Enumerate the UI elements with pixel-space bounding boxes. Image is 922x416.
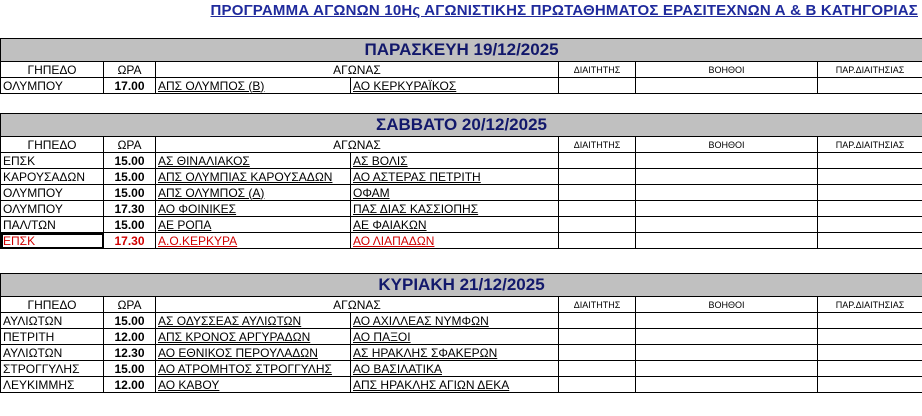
day-section — [0, 273, 922, 393]
game-row — [1, 185, 922, 201]
day-heading: ΠΑΡΑΣΚΕΥΗ 19/12/2025 — [1, 39, 922, 62]
header-field[interactable]: ΓΗΠΕΔΟ — [1, 62, 104, 78]
field-cell[interactable]: ΑΥΛΙΩΤΩΝ — [1, 313, 104, 329]
home-team-cell[interactable]: ΑΕ ΡΟΠΑ — [156, 217, 351, 233]
assistants-cell[interactable] — [636, 361, 818, 377]
home-team-cell[interactable]: ΑΠΣ ΚΡΟΝΟΣ ΑΡΓΥΡΑΔΩΝ — [156, 329, 351, 345]
day-section — [0, 38, 922, 94]
time-cell[interactable]: 12.30 — [104, 345, 156, 361]
header-field[interactable]: ΓΗΠΕΔΟ — [1, 297, 104, 313]
assistants-cell[interactable] — [636, 313, 818, 329]
assistants-cell[interactable] — [636, 233, 818, 249]
observer-cell[interactable] — [818, 78, 922, 94]
home-team-cell[interactable]: ΑΠΣ ΟΛΥΜΠΙΑΣ ΚΑΡΟΥΣΑΔΩΝ — [156, 169, 351, 185]
game-row — [1, 78, 922, 94]
header-referee[interactable]: ΔΙΑΙΤΗΤΗΣ — [559, 137, 636, 153]
observer-cell[interactable] — [818, 313, 922, 329]
away-team-cell[interactable]: ΟΦΑΜ — [351, 185, 559, 201]
header-referee[interactable]: ΔΙΑΙΤΗΤΗΣ — [559, 62, 636, 78]
time-cell[interactable]: 15.00 — [104, 313, 156, 329]
header-time[interactable]: ΩΡΑ — [104, 62, 156, 78]
referee-cell[interactable] — [559, 185, 636, 201]
time-cell[interactable]: 12.00 — [104, 329, 156, 345]
field-cell[interactable]: ΠΕΤΡΙΤΗ — [1, 329, 104, 345]
field-cell[interactable]: ΕΠΣΚ — [1, 233, 104, 249]
observer-cell[interactable] — [818, 361, 922, 377]
observer-cell[interactable] — [818, 345, 922, 361]
time-cell[interactable]: 12.00 — [104, 377, 156, 393]
field-cell[interactable]: ΛΕΥΚΙΜΜΗΣ — [1, 377, 104, 393]
observer-cell[interactable] — [818, 185, 922, 201]
referee-cell[interactable] — [559, 233, 636, 249]
header-matches[interactable]: ΑΓΩΝΑΣ — [156, 62, 559, 78]
time-cell[interactable]: 15.00 — [104, 185, 156, 201]
day-heading: ΚΥΡΙΑΚΗ 21/12/2025 — [1, 274, 922, 297]
observer-cell[interactable] — [818, 217, 922, 233]
day-heading: ΣΑΒΒΑΤΟ 20/12/2025 — [1, 114, 922, 137]
away-team-cell[interactable]: ΑΟ ΑΧΙΛΛΕΑΣ ΝΥΜΦΩΝ — [351, 313, 559, 329]
field-cell[interactable]: ΑΥΛΙΩΤΩΝ — [1, 345, 104, 361]
assistants-cell[interactable] — [636, 153, 818, 169]
away-team-cell[interactable]: ΑΟ ΠΑΞΟΙ — [351, 329, 559, 345]
header-field[interactable]: ΓΗΠΕΔΟ — [1, 137, 104, 153]
home-team-cell[interactable]: Α.Ο.ΚΕΡΚΥΡΑ — [156, 233, 351, 249]
time-cell[interactable]: 17.00 — [104, 78, 156, 94]
header-referee[interactable]: ΔΙΑΙΤΗΤΗΣ — [559, 297, 636, 313]
assistants-cell[interactable] — [636, 377, 818, 393]
header-assistants[interactable]: ΒΟΗΘΟΙ — [636, 62, 818, 78]
assistants-cell[interactable] — [636, 169, 818, 185]
observer-cell[interactable] — [818, 377, 922, 393]
referee-cell[interactable] — [559, 78, 636, 94]
game-row — [1, 217, 922, 233]
away-team-cell[interactable]: ΑΟ ΚΕΡΚΥΡΑΪΚΟΣ — [351, 78, 559, 94]
time-cell[interactable]: 15.00 — [104, 153, 156, 169]
header-assistants[interactable]: ΒΟΗΘΟΙ — [636, 137, 818, 153]
home-team-cell[interactable]: ΑΣ ΘΙΝΑΛΙΑΚΟΣ — [156, 153, 351, 169]
assistants-cell[interactable] — [636, 217, 818, 233]
assistants-cell[interactable] — [636, 201, 818, 217]
home-team-cell[interactable]: ΑΣ ΟΔΥΣΣΕΑΣ ΑΥΛΙΩΤΩΝ — [156, 313, 351, 329]
time-cell[interactable]: 17.30 — [104, 201, 156, 217]
assistants-cell[interactable] — [636, 185, 818, 201]
game-row — [1, 313, 922, 329]
observer-cell[interactable] — [818, 329, 922, 345]
away-team-cell[interactable]: ΑΠΣ ΗΡΑΚΛΗΣ ΑΓΙΩΝ ΔΕΚΑ — [351, 377, 559, 393]
home-team-cell[interactable]: ΑΟ ΚΑΒΟΥ — [156, 377, 351, 393]
game-row — [1, 169, 922, 185]
observer-cell[interactable] — [818, 201, 922, 217]
field-cell[interactable]: ΟΛΥΜΠΟΥ — [1, 185, 104, 201]
time-cell[interactable]: 15.00 — [104, 361, 156, 377]
time-cell[interactable]: 15.00 — [104, 217, 156, 233]
field-cell[interactable]: ΟΛΥΜΠΟΥ — [1, 201, 104, 217]
game-row — [1, 361, 922, 377]
game-row — [1, 377, 922, 393]
observer-cell[interactable] — [818, 153, 922, 169]
header-matches[interactable]: ΑΓΩΝΑΣ — [156, 137, 559, 153]
assistants-cell[interactable] — [636, 78, 818, 94]
home-team-cell[interactable]: ΑΠΣ ΟΛΥΜΠΟΣ (Β) — [156, 78, 351, 94]
page-title: ΠΡΟΓΡΑΜΜΑ ΑΓΩΝΩΝ 10Ης ΑΓΩΝΙΣΤΙΚΗΣ ΠΡΩΤΑΘΗΜΑΤΟΣ ΕΡΑΣΙΤΕΧΝΩΝ Α & Β ΚΑΤΗΓΟΡΙΑΣ — [210, 2, 918, 19]
field-cell[interactable]: ΠΑΛ/ΤΩΝ — [1, 217, 104, 233]
home-team-cell[interactable]: ΑΟ ΑΤΡΟΜΗΤΟΣ ΣΤΡΟΓΓΥΛΗΣ — [156, 361, 351, 377]
field-cell[interactable]: ΕΠΣΚ — [1, 153, 104, 169]
away-team-cell[interactable]: ΑΟ ΛΙΑΠΑΔΩΝ — [351, 233, 559, 249]
assistants-cell[interactable] — [636, 329, 818, 345]
away-team-cell[interactable]: ΑΣ ΒΟΛΙΣ — [351, 153, 559, 169]
away-team-cell[interactable]: ΑΕ ΦΑΙΑΚΩΝ — [351, 217, 559, 233]
time-cell[interactable]: 15.00 — [104, 169, 156, 185]
header-observer[interactable]: ΠΑΡ.ΔΙΑΙΤΗΣΙΑΣ — [818, 137, 922, 153]
away-team-cell[interactable]: ΑΣ ΗΡΑΚΛΗΣ ΣΦΑΚΕΡΩΝ — [351, 345, 559, 361]
assistants-cell[interactable] — [636, 345, 818, 361]
referee-cell[interactable] — [559, 345, 636, 361]
header-assistants[interactable]: ΒΟΗΘΟΙ — [636, 297, 818, 313]
header-observer[interactable]: ΠΑΡ.ΔΙΑΙΤΗΣΙΑΣ — [818, 297, 922, 313]
game-row — [1, 201, 922, 217]
away-team-cell[interactable]: ΑΟ ΑΣΤΕΡΑΣ ΠΕΤΡΙΤΗ — [351, 169, 559, 185]
field-cell[interactable]: ΣΤΡΟΓΓΥΛΗΣ — [1, 361, 104, 377]
referee-cell[interactable] — [559, 217, 636, 233]
header-time[interactable]: ΩΡΑ — [104, 137, 156, 153]
home-team-cell[interactable]: ΑΟ ΦΟΙΝΙΚΕΣ — [156, 201, 351, 217]
day-section — [0, 113, 922, 249]
referee-cell[interactable] — [559, 153, 636, 169]
header-matches[interactable]: ΑΓΩΝΑΣ — [156, 297, 559, 313]
home-team-cell[interactable]: ΑΟ ΕΘΝΙΚΟΣ ΠΕΡΟΥΛΑΔΩΝ — [156, 345, 351, 361]
observer-cell[interactable] — [818, 233, 922, 249]
home-team-cell[interactable]: ΑΠΣ ΟΛΥΜΠΟΣ (Α) — [156, 185, 351, 201]
away-team-cell[interactable]: ΠΑΣ ΔΙΑΣ ΚΑΣΣΙΟΠΗΣ — [351, 201, 559, 217]
referee-cell[interactable] — [559, 201, 636, 217]
game-row — [1, 329, 922, 345]
game-row — [1, 153, 922, 169]
time-cell[interactable]: 17.30 — [104, 233, 156, 249]
observer-cell[interactable] — [818, 169, 922, 185]
referee-cell[interactable] — [559, 313, 636, 329]
referee-cell[interactable] — [559, 169, 636, 185]
header-observer[interactable]: ΠΑΡ.ΔΙΑΙΤΗΣΙΑΣ — [818, 62, 922, 78]
referee-cell[interactable] — [559, 329, 636, 345]
away-team-cell[interactable]: ΑΟ ΒΑΣΙΛΑΤΙΚΑ — [351, 361, 559, 377]
game-row — [1, 345, 922, 361]
game-row — [1, 233, 922, 249]
field-cell[interactable]: ΚΑΡΟΥΣΑΔΩΝ — [1, 169, 104, 185]
referee-cell[interactable] — [559, 377, 636, 393]
header-time[interactable]: ΩΡΑ — [104, 297, 156, 313]
referee-cell[interactable] — [559, 361, 636, 377]
field-cell[interactable]: ΟΛΥΜΠΟΥ — [1, 78, 104, 94]
